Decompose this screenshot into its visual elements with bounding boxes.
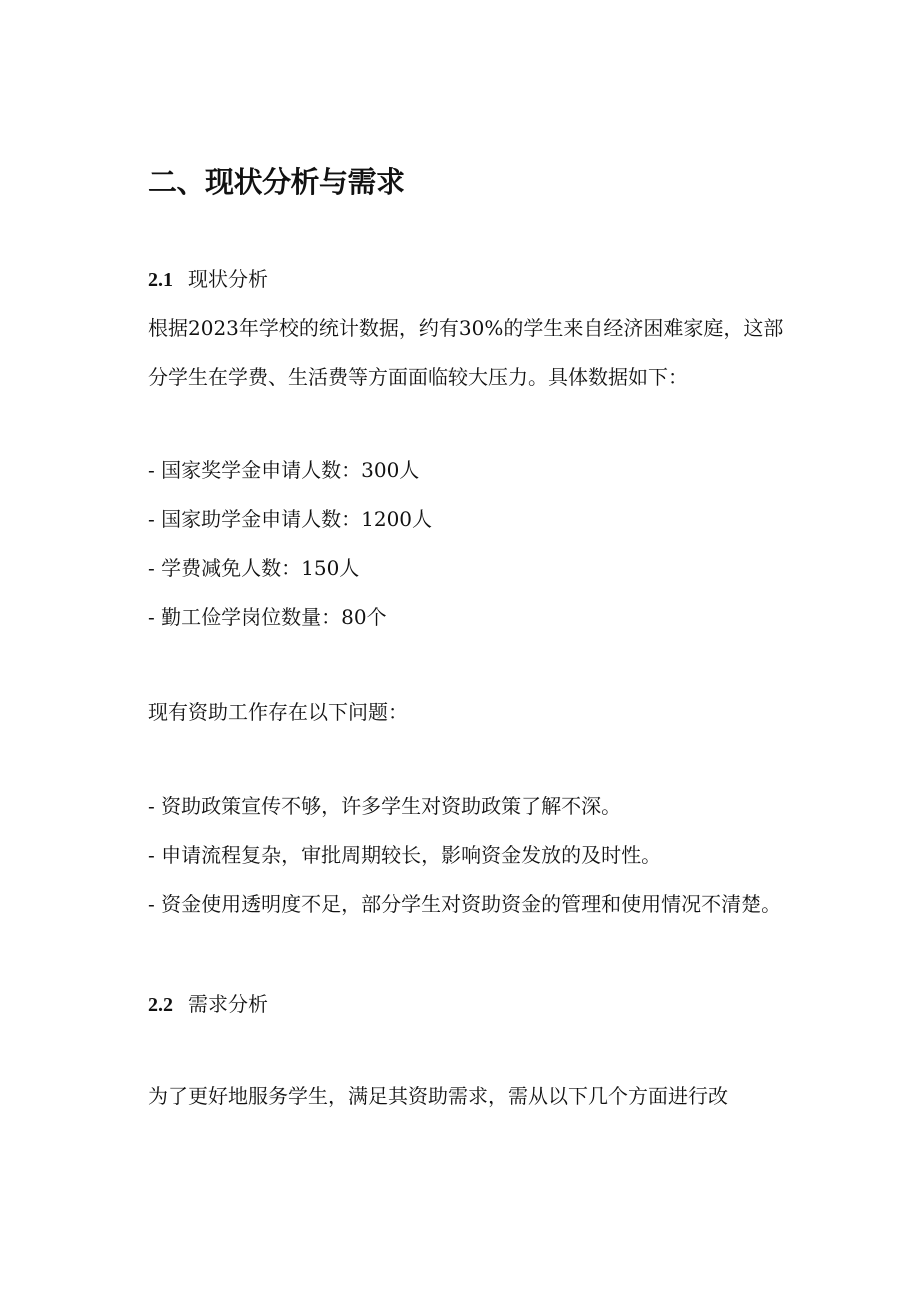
needs-paragraph: 为了更好地服务学生，满足其资助需求，需从以下几个方面进行改 [148,1084,728,1108]
subsection-title: 现状分析 [188,267,268,291]
intro-paragraph-line-1: 根据2023年学校的统计数据，约有30%的学生来自经济困难家庭，这部 [148,316,784,340]
problem-list-item: - 资助政策宣传不够，许多学生对资助政策了解不深。 [148,794,622,818]
problem-list-item: - 资金使用透明度不足，部分学生对资助资金的管理和使用情况不清楚。 [148,892,782,916]
stat-list-item: - 国家奖学金申请人数：300人 [148,458,420,482]
stat-list-item: - 国家助学金申请人数：1200人 [148,507,433,531]
problems-intro: 现有资助工作存在以下问题： [148,700,408,724]
stat-list-item: - 学费减免人数：150人 [148,556,360,580]
intro-paragraph-line-2: 分学生在学费、生活费等方面面临较大压力。具体数据如下： [148,365,688,389]
subsection-number: 2.1 [148,269,173,291]
subsection-heading-2-2 [148,989,268,1020]
problem-list-item: - 申请流程复杂，审批周期较长，影响资金发放的及时性。 [148,843,662,867]
subsection-heading-2-1 [148,264,268,295]
section-heading: 二、现状分析与需求 [148,165,405,199]
subsection-number: 2.2 [148,994,173,1016]
subsection-title: 需求分析 [188,992,268,1016]
stat-list-item: - 勤工俭学岗位数量：80个 [148,605,387,629]
